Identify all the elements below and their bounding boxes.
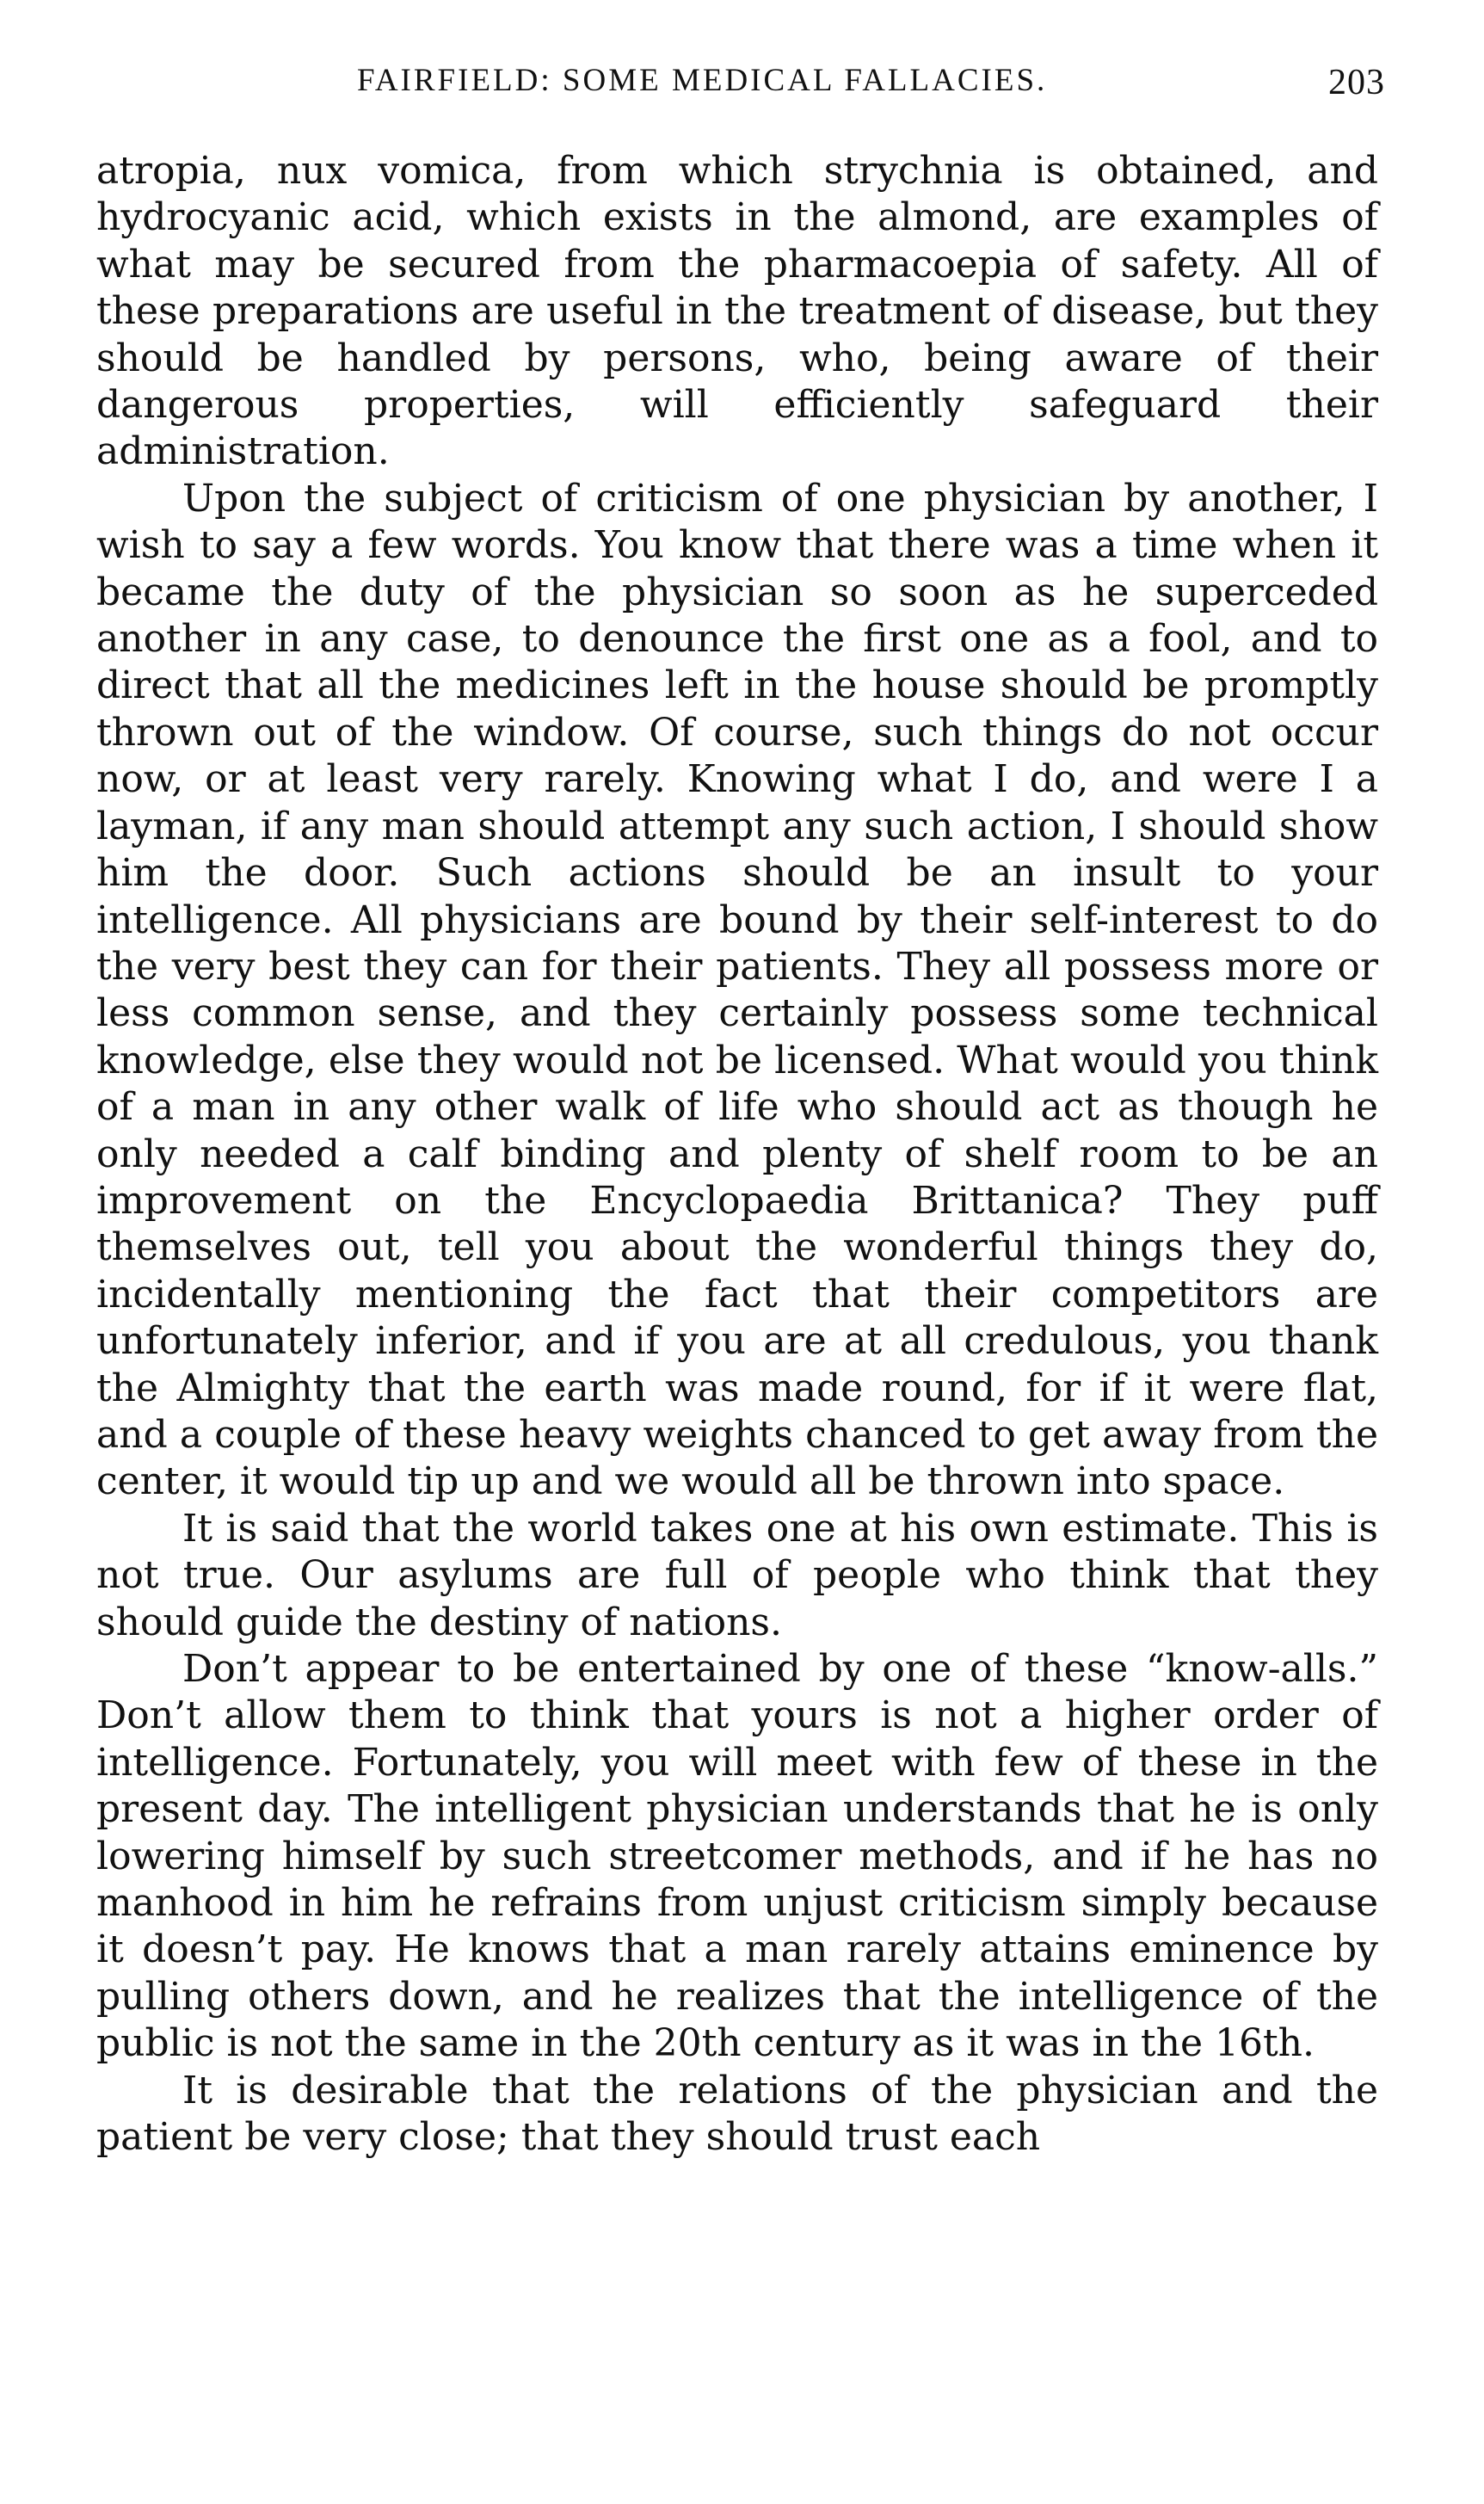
paragraph-know-alls: Don’t appear to be entertained by one of these “know-alls.” Don’t allow them to think that yours is not a higher order of intelligence. Fortunately, you will meet with few of these in the present day. The intelligent physician understands that he is only lowering himself by such streetcomer methods, and if he has no manhood in him he refrains from unjust criticism simply because it doesn’t pay. He knows that a man rarely attains eminence by pulling others down, and he realizes that the intelligence of the public is not the same in the 20th century as it was in the 16th. — [96, 1647, 1378, 2066]
body-text — [96, 148, 1378, 2161]
paragraph-continued: atropia, nux vomica, from which strychnia is obtained, and hydrocyanic acid, which exists in the almond, are examples of what may be secured from the pharmacoepia of safety. All of these preparations are useful in the treatment of disease, but they should be handled by persons, who, being aware of their dangerous properties, will efficiently safeguard their administration. — [96, 149, 1378, 474]
running-head — [95, 62, 1385, 114]
running-title: FAIRFIELD: SOME MEDICAL FALLACIES. — [357, 63, 1048, 98]
page-number: 203 — [1328, 63, 1385, 102]
paragraph-relations: It is desirable that the relations of the physician and the patient be very close; that they should trust each — [96, 2068, 1378, 2160]
paragraph-estimate: It is said that the world takes one at his own estimate. This is not true. Our asylums are full of people who think that they should guide the destiny of nations. — [96, 1506, 1378, 1644]
paragraph-criticism: Upon the subject of criticism of one physician by another, I wish to say a few words. You know that there was a time when it became the duty of the physician so soon as he superceded another in any case, to denounce the first one as a fool, and to direct that all the medicines left in the house should be promptly thrown out of the window. Of course, such things do not occur now, or at least very rarely. Knowing what I do, and were I a layman, if any man should attempt any such action, I should show him the door. Such actions should be an insult to your intelligence. All physicians are bound by their self-interest to do the very best they can for their patients. They all possess more or less common sense, and they certainly possess some technical knowledge, else they would not be licensed. What would you think of a man in any other walk of life who should act as though he only needed a calf binding and plenty of shelf room to be an improvement on the Encyclopaedia Brittanica? They puff themselves out, tell you about the wonderful things they do, incidentally mentioning the fact that their competitors are unfortunately inferior, and if you are at all credulous, you thank the Almighty that the earth was made round, for if it were flat, and a couple of these heavy weights chanced to get away from the center, it would tip up and we would all be thrown into space. — [96, 476, 1378, 1504]
